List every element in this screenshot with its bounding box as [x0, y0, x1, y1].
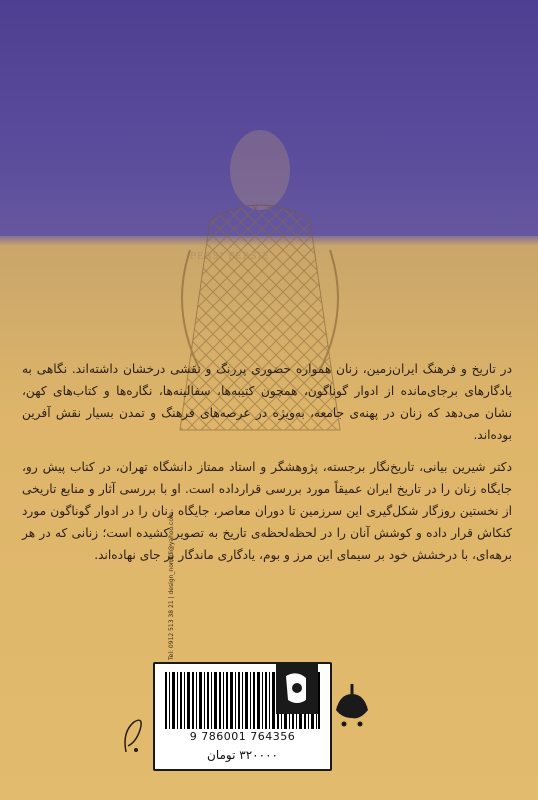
- designer-contact: Tel: 0912 513 38 21 | design_nomidi@yahoo.com: [168, 512, 175, 660]
- publisher-logo-icon: [330, 680, 374, 730]
- isbn-number: 9 786001 764356: [189, 730, 296, 743]
- watermark-text: PERSI PERSIE: [190, 252, 270, 262]
- blurb-paragraph-1: در تاریخ و فرهنگ ایران‌زمین، زنان همواره حضوری پررنگ و نقشی درخشان داشته‌اند. نگاهی به یادگارهای برجای‌مانده از ادوار گوناگون، همچون کتیبه‌ها، سفالینه‌ها، نگاره‌ها و کتاب‌های کهن، نشان می‌دهد که زنان در پهنه‌ی جامعه، به‌ویژه در عرصه‌های فرهنگ و تمدن بسیار نقش آفرین بوده‌اند.: [22, 362, 512, 442]
- series-logo-icon: [276, 664, 318, 714]
- blurb-paragraph-2: دکتر شیرین بیانی، تاریخ‌نگار برجسته، پژوهشگر و استاد ممتاز دانشگاه تهران، در کتاب پیش رو، جایگاه زنان را در تاریخ ایران عمیقاً مورد بررسی قرارداده است. او با بررسی آثار و منابع تاریخی از نخستین روزگار شکل‌گیری این سرزمین تا دوران معاصر، جایگاه زنان را در ادوار گوناگون مورد کنکاش قرار داده و کوشش آنان را در لحظه‌لحظه‌ی تاریخ به تصویر کشیده است؛ زنانی که در هر برهه‌ای، با درخشش خود بر سیمای این مرز و بوم، یادگاری ماندگار بر جای نهاده‌اند.: [22, 460, 512, 562]
- designer-signature-icon: [118, 712, 150, 760]
- price-label: ۳۲۰۰۰۰ تومان: [207, 748, 278, 762]
- blurb-text: [22, 358, 512, 576]
